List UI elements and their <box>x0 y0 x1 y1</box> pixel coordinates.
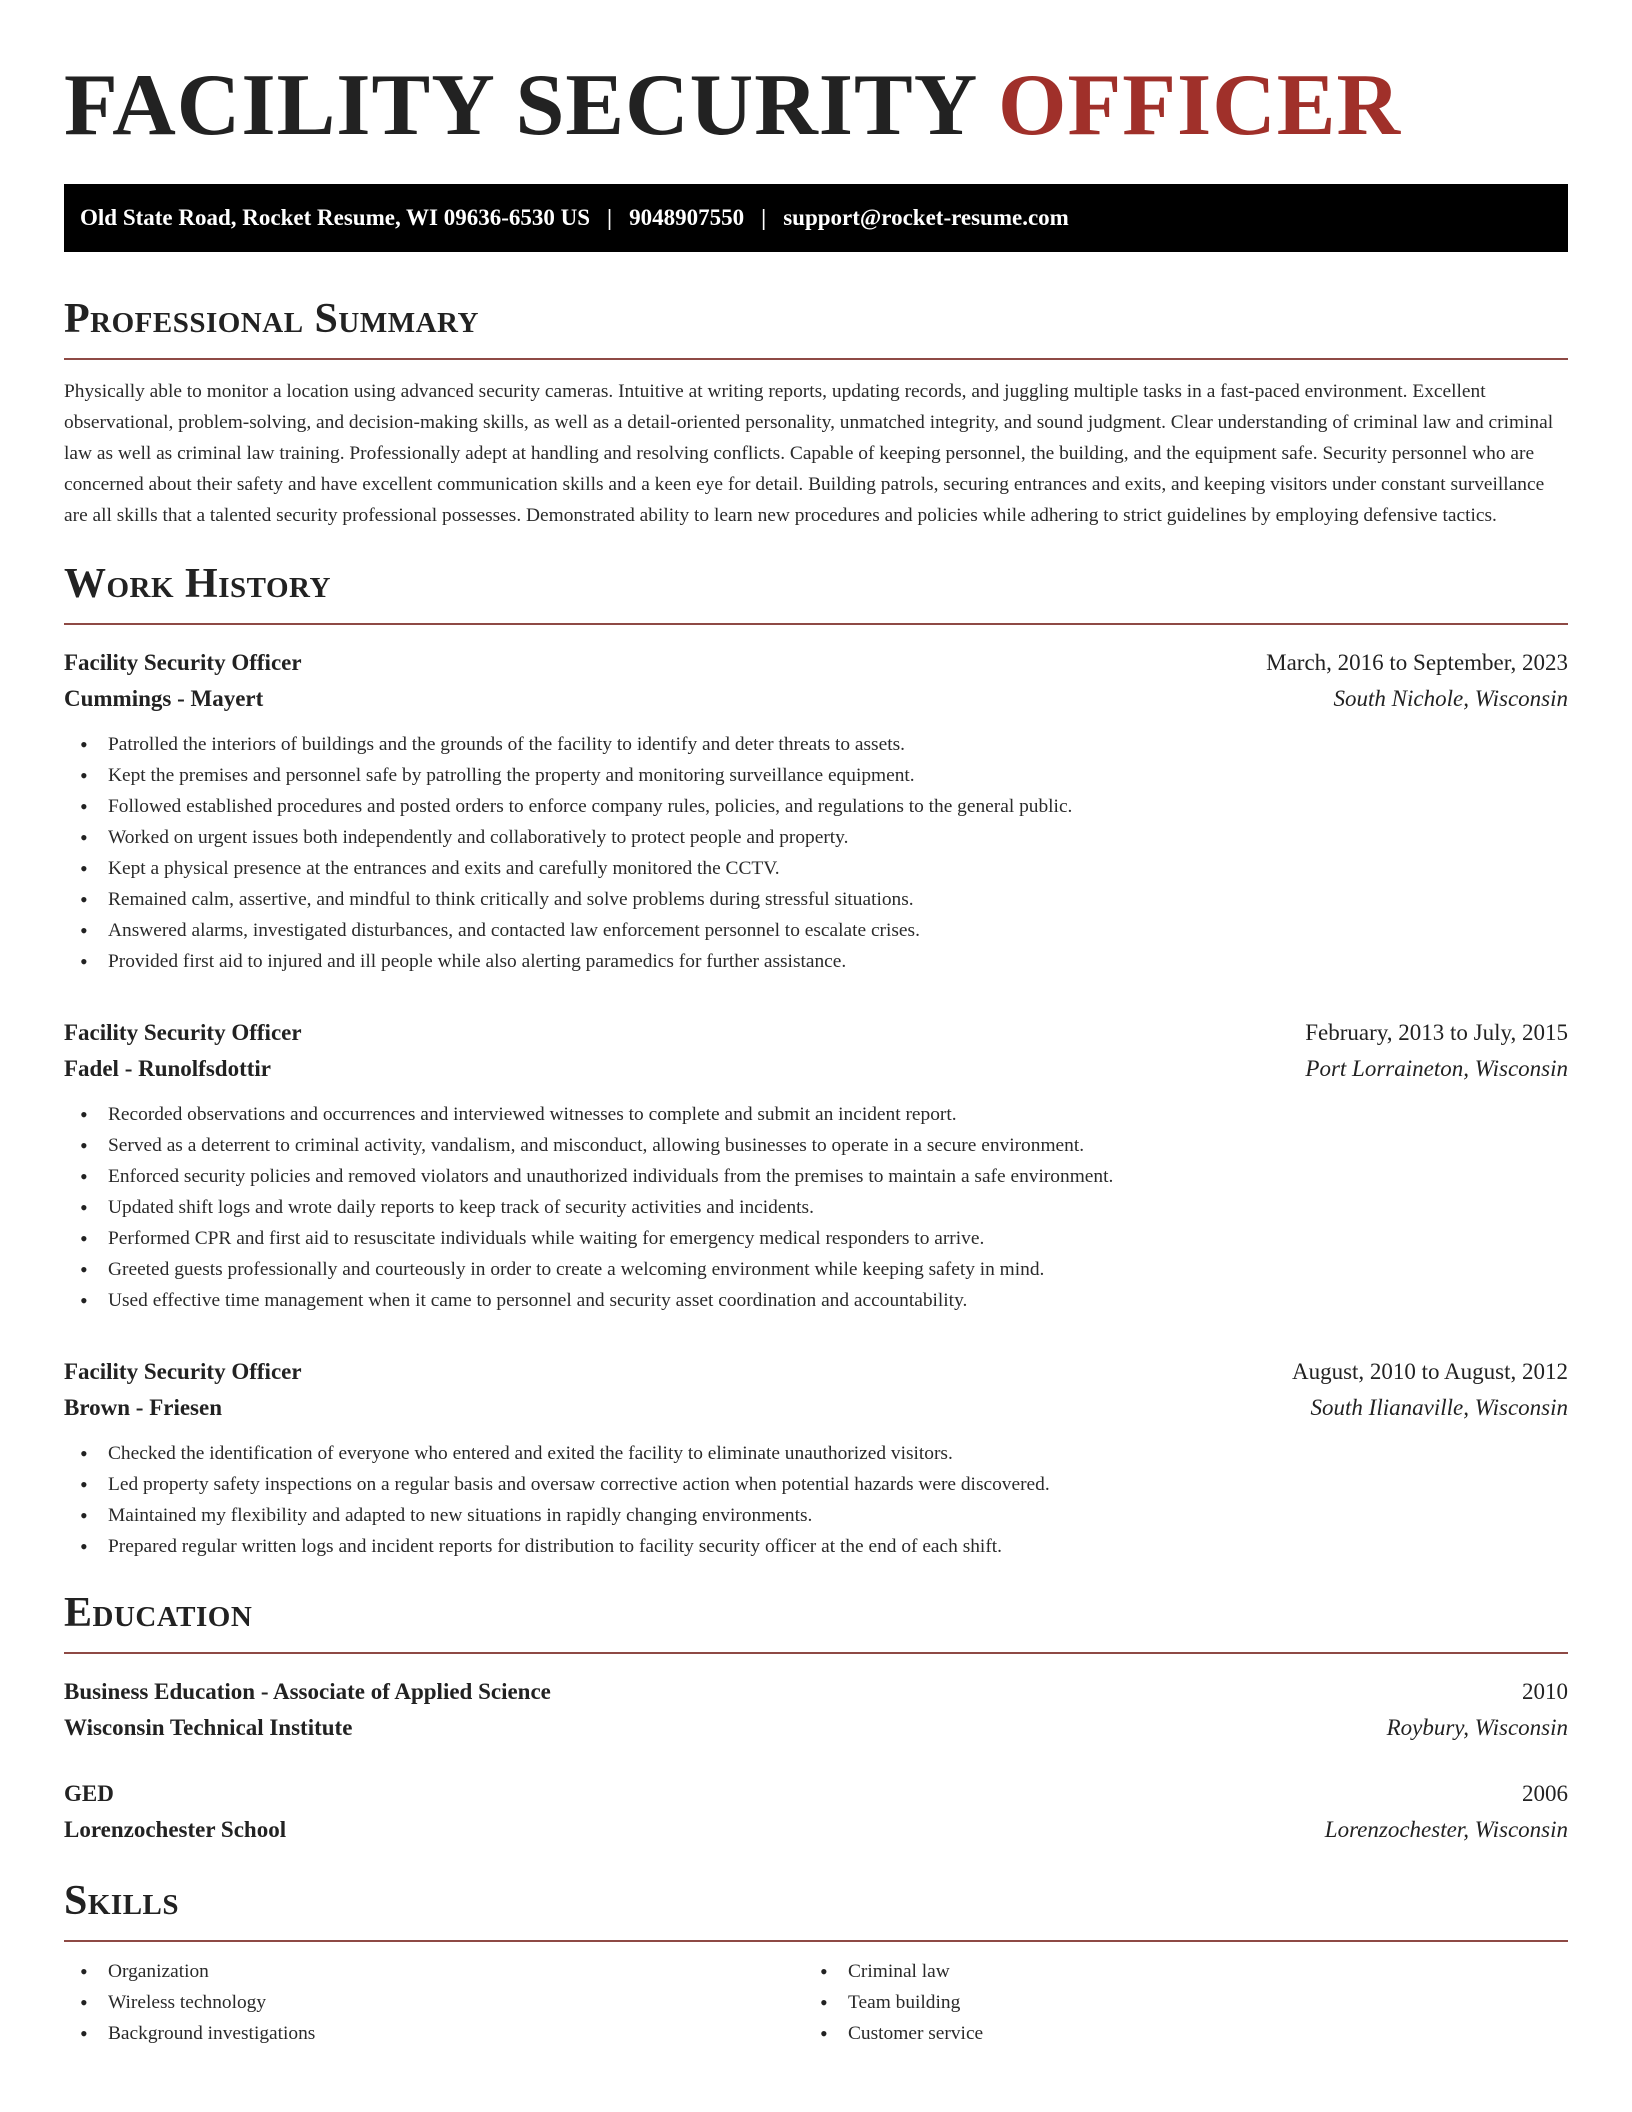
job-entry <box>64 645 1568 977</box>
skills-section <box>64 1878 1568 2049</box>
job-bullet: • Patrolled the interiors of buildings and the grounds of the facility to identify and deter threats to assets. <box>80 729 1568 760</box>
skills-column-left <box>64 1956 804 2049</box>
job-company: Fadel - Runolfsdottir <box>64 1056 271 1081</box>
education-heading: Education <box>64 1590 253 1636</box>
skill-item: • Background investigations <box>80 2018 804 2049</box>
job-company-row <box>64 1390 1568 1426</box>
education-entry <box>64 1674 1568 1746</box>
education-degree-row <box>64 1674 1568 1710</box>
job-header-row <box>64 645 1568 681</box>
contact-separator: | <box>761 205 767 230</box>
job-location: South Ilianaville, Wisconsin <box>1310 1395 1568 1420</box>
job-entry <box>64 1354 1568 1562</box>
contact-separator: | <box>607 205 613 230</box>
title-accent: OFFICER <box>998 57 1402 154</box>
summary-section <box>64 296 1568 531</box>
skills-column-right <box>804 1956 1544 2049</box>
job-bullet: • Followed established procedures and posted orders to enforce company rules, policies, and regulations to the general public. <box>80 791 1568 822</box>
job-bullet: • Checked the identification of everyone who entered and exited the facility to eliminate unauthorized visitors. <box>80 1438 1568 1469</box>
job-bullet: • Worked on urgent issues both independently and collaboratively to protect people and property. <box>80 822 1568 853</box>
job-bullets <box>64 729 1568 977</box>
job-location: Port Lorraineton, Wisconsin <box>1305 1056 1568 1081</box>
work-history-section <box>64 561 1568 1562</box>
education-year: 2010 <box>1522 1679 1568 1704</box>
job-company-row <box>64 1051 1568 1087</box>
section-divider <box>64 358 1568 360</box>
job-dates: August, 2010 to August, 2012 <box>1291 1359 1568 1384</box>
section-divider <box>64 1940 1568 1942</box>
job-bullet: • Maintained my flexibility and adapted to new situations in rapidly changing environments. <box>80 1500 1568 1531</box>
job-title: Facility Security Officer <box>64 650 302 675</box>
skill-item: • Organization <box>80 1956 804 1987</box>
education-school-row <box>64 1812 1568 1848</box>
skill-item: • Team building <box>820 1987 1544 2018</box>
education-school: Lorenzochester School <box>64 1817 287 1842</box>
education-degree-row <box>64 1776 1568 1812</box>
section-divider <box>64 623 1568 625</box>
job-dates: February, 2013 to July, 2015 <box>1305 1020 1568 1045</box>
education-entry <box>64 1776 1568 1848</box>
job-entry <box>64 1015 1568 1316</box>
education-year: 2006 <box>1522 1781 1568 1806</box>
job-bullet: • Performed CPR and first aid to resuscitate individuals while waiting for emergency medical responders to arrive. <box>80 1223 1568 1254</box>
title-main: FACILITY SECURITY <box>64 57 976 154</box>
education-degree: Business Education - Associate of Applied Science <box>64 1679 551 1704</box>
skills-columns <box>64 1956 1568 2049</box>
job-bullet: • Served as a deterrent to criminal activity, vandalism, and misconduct, allowing businesses to operate in a secure environment. <box>80 1130 1568 1161</box>
job-header-row <box>64 1354 1568 1390</box>
skills-list <box>804 1956 1544 2049</box>
job-bullets <box>64 1099 1568 1316</box>
job-header-row <box>64 1015 1568 1051</box>
skill-item: • Criminal law <box>820 1956 1544 1987</box>
job-bullet: • Used effective time management when it came to personnel and security asset coordination and accountability. <box>80 1285 1568 1316</box>
job-bullet: • Greeted guests professionally and courteously in order to create a welcoming environment while keeping safety in mind. <box>80 1254 1568 1285</box>
job-bullet: • Kept the premises and personnel safe by patrolling the property and monitoring surveillance equipment. <box>80 760 1568 791</box>
skill-item: • Customer service <box>820 2018 1544 2049</box>
skills-heading: Skills <box>64 1878 180 1924</box>
contact-bar <box>64 184 1568 252</box>
job-dates: March, 2016 to September, 2023 <box>1266 650 1568 675</box>
contact-phone[interactable]: 9048907550 <box>629 205 745 230</box>
education-section <box>64 1590 1568 1848</box>
skills-list <box>64 1956 804 2049</box>
job-bullet: • Provided first aid to injured and ill people while also alerting paramedics for further assistance. <box>80 946 1568 977</box>
job-bullet: • Led property safety inspections on a regular basis and oversaw corrective action when potential hazards were discovered. <box>80 1469 1568 1500</box>
education-school: Wisconsin Technical Institute <box>64 1715 353 1740</box>
education-location: Roybury, Wisconsin <box>1386 1715 1568 1740</box>
job-bullet: • Kept a physical presence at the entrances and exits and carefully monitored the CCTV. <box>80 853 1568 884</box>
job-company-row <box>64 681 1568 717</box>
resume-title <box>64 56 1568 156</box>
work-history-heading: Work History <box>64 561 331 607</box>
job-bullet: • Enforced security policies and removed violators and unauthorized individuals from the premises to maintain a safe environment. <box>80 1161 1568 1192</box>
summary-text: Physically able to monitor a location using advanced security cameras. Intuitive at writing reports, updating records, and juggling multiple tasks in a fast-paced environment. Excellent observational, problem-solving, and decision-making skills, as well as a detail-oriented personality, unmatched integrity, and sound judgment. Clear understanding of criminal law and criminal law as well as criminal law training. Professionally adept at handling and resolving conflicts. Capable of keeping personnel, the building, and the equipment safe. Security personnel who are concerned about their safety and have excellent communication skills and a keen eye for detail. Building patrols, securing entrances and exits, and keeping visitors under constant surveillance are all skills that a talented security professional possesses. Demonstrated ability to learn new procedures and policies while adhering to strict guidelines by employing defensive tactics. <box>64 381 1554 526</box>
job-bullet: • Recorded observations and occurrences and interviewed witnesses to complete and submit an incident report. <box>80 1099 1568 1130</box>
job-bullet: • Remained calm, assertive, and mindful to think critically and solve problems during stressful situations. <box>80 884 1568 915</box>
job-bullet: • Prepared regular written logs and incident reports for distribution to facility security officer at the end of each shift. <box>80 1531 1568 1562</box>
contact-email[interactable]: support@rocket-resume.com <box>783 205 1069 230</box>
job-company: Cummings - Mayert <box>64 686 264 711</box>
job-bullets <box>64 1438 1568 1562</box>
job-bullet: • Updated shift logs and wrote daily reports to keep track of security activities and incidents. <box>80 1192 1568 1223</box>
job-company: Brown - Friesen <box>64 1395 223 1420</box>
job-title: Facility Security Officer <box>64 1020 302 1045</box>
contact-address: Old State Road, Rocket Resume, WI 09636-6530 US <box>80 205 591 230</box>
education-location: Lorenzochester, Wisconsin <box>1324 1817 1568 1842</box>
job-title: Facility Security Officer <box>64 1359 302 1384</box>
skill-item: • Wireless technology <box>80 1987 804 2018</box>
job-bullet: • Answered alarms, investigated disturbances, and contacted law enforcement personnel to escalate crises. <box>80 915 1568 946</box>
job-location: South Nichole, Wisconsin <box>1333 686 1568 711</box>
section-divider <box>64 1652 1568 1654</box>
education-degree: GED <box>64 1781 114 1806</box>
summary-heading: Professional Summary <box>64 296 479 342</box>
education-school-row <box>64 1710 1568 1746</box>
